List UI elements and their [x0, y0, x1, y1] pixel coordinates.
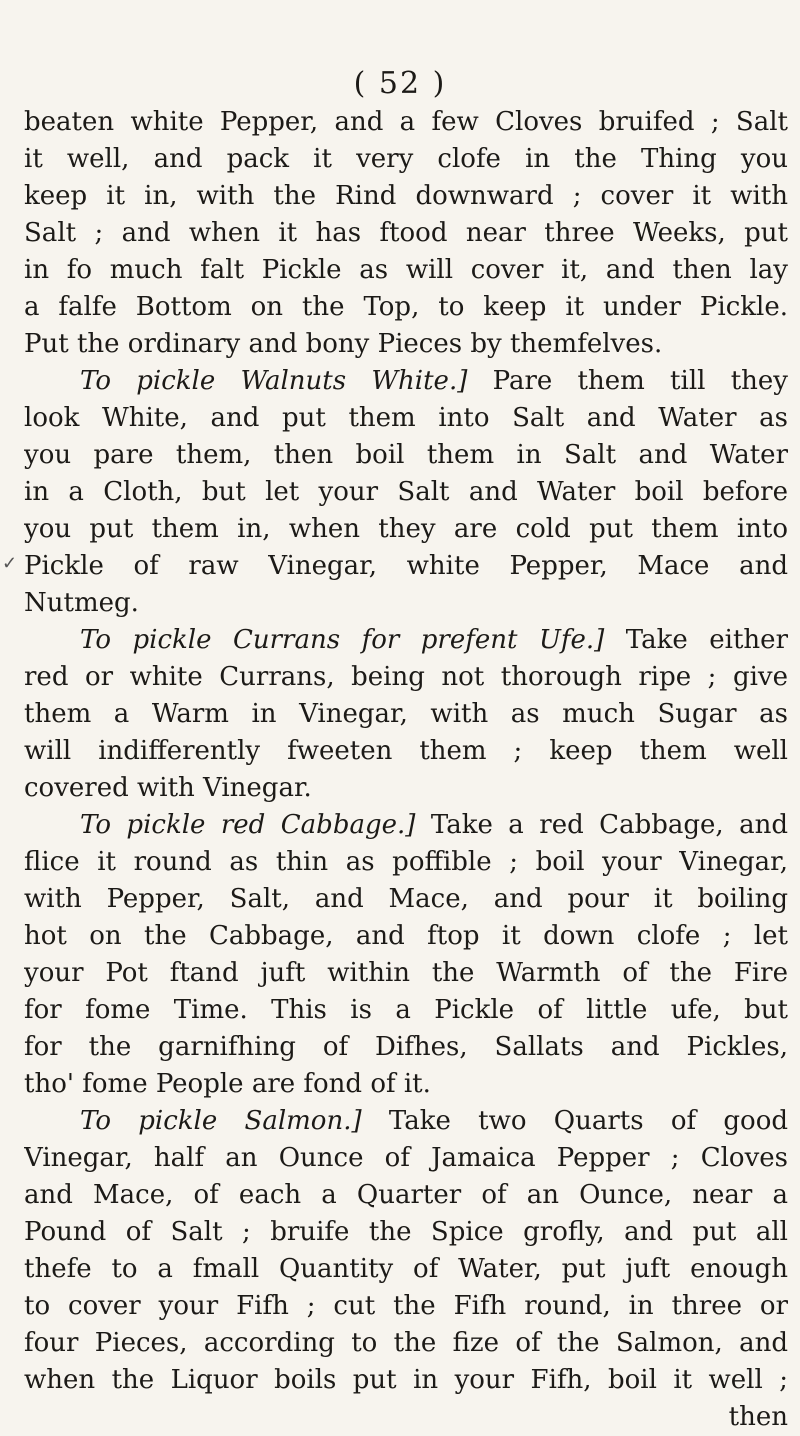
line-text: and Mace, of each a Quarter of an Ounce, near a	[24, 1180, 788, 1210]
line-text: you pare them, then boil them in Salt and Water	[24, 440, 788, 470]
text-line	[24, 474, 788, 511]
text-line	[24, 252, 788, 289]
text-line	[24, 585, 788, 622]
recipe-title: To pickle Walnuts White.]	[80, 366, 468, 396]
line-text: Pickle of raw Vinegar, white Pepper, Mace and	[24, 551, 788, 581]
text-line	[24, 1140, 788, 1177]
line-text: beaten white Pepper, and a few Cloves bruifed ; Salt	[24, 107, 788, 137]
text-line	[24, 437, 788, 474]
line-text: then	[728, 1402, 788, 1432]
line-text: Pare them till they	[467, 366, 788, 396]
line-text: four Pieces, according to the fize of the Salmon, and	[24, 1328, 788, 1358]
recipe-heading-line	[24, 1103, 788, 1140]
line-text: thefe to a fmall Quantity of Water, put juft enough	[24, 1254, 788, 1284]
text-line	[24, 1288, 788, 1325]
line-text: when the Liquor boils put in your Fifh, boil it well ;	[24, 1365, 788, 1395]
text-line	[24, 1066, 788, 1103]
text-line	[24, 881, 788, 918]
text-line	[24, 215, 788, 252]
line-text: Put the ordinary and bony Pieces by themfelves.	[24, 329, 663, 359]
line-text: Take two Quarts of good	[361, 1106, 788, 1136]
text-line	[24, 733, 788, 770]
text-line	[24, 104, 788, 141]
recipe-title: To pickle Currans for prefent Ufe.]	[80, 625, 605, 655]
line-text: flice it round as thin as poffible ; boil your Vinegar,	[24, 847, 788, 877]
line-text: for fome Time. This is a Pickle of little ufe, but	[24, 995, 788, 1025]
line-text: look White, and put them into Salt and Water as	[24, 403, 788, 433]
text-line	[24, 696, 788, 733]
text-line	[24, 1214, 788, 1251]
text-line	[24, 1251, 788, 1288]
line-text: your Pot ftand juft within the Warmth of the Fire	[24, 958, 788, 988]
margin-mark: ✓	[2, 553, 18, 574]
line-text: with Pepper, Salt, and Mace, and pour it boiling	[24, 884, 788, 914]
recipe-heading-line	[24, 622, 788, 659]
text-line	[24, 178, 788, 215]
line-text: keep it in, with the Rind downward ; cover it with	[24, 181, 788, 211]
text-line	[24, 918, 788, 955]
line-text: Take either	[604, 625, 788, 655]
line-text: it well, and pack it very clofe in the Thing you	[24, 144, 788, 174]
text-line	[24, 1399, 788, 1436]
line-text: for the garnifhing of Difhes, Sallats and Pickles,	[24, 1032, 788, 1062]
text-line	[24, 659, 788, 696]
text-line	[24, 400, 788, 437]
text-line	[24, 770, 788, 807]
line-text: Salt ; and when it has ftood near three Weeks, put	[24, 218, 788, 248]
recipe-title: To pickle Salmon.]	[80, 1106, 362, 1136]
text-line	[24, 1325, 788, 1362]
recipe-title: To pickle red Cabbage.]	[80, 810, 416, 840]
text-line	[24, 141, 788, 178]
line-text: you put them in, when they are cold put them into	[24, 514, 788, 544]
line-text: a falfe Bottom on the Top, to keep it under Pickle.	[24, 292, 788, 322]
text-line	[24, 844, 788, 881]
line-text: hot on the Cabbage, and ftop it down clofe ; let	[24, 921, 788, 951]
line-text: red or white Currans, being not thorough ripe ; give	[24, 662, 788, 692]
line-text: in fo much falt Pickle as will cover it, and then lay	[24, 255, 788, 285]
line-text: Nutmeg.	[24, 588, 139, 618]
text-line	[24, 955, 788, 992]
line-text: Take a red Cabbage, and	[415, 810, 788, 840]
line-text: covered with Vinegar.	[24, 773, 312, 803]
text-line	[24, 992, 788, 1029]
recipe-heading-line	[24, 807, 788, 844]
body-text	[24, 104, 788, 1436]
line-text: them a Warm in Vinegar, with as much Sugar as	[24, 699, 788, 729]
recipe-heading-line	[24, 363, 788, 400]
line-text: Pound of Salt ; bruife the Spice grofly, and put all	[24, 1217, 788, 1247]
line-text: Vinegar, half an Ounce of Jamaica Pepper ; Cloves	[24, 1143, 788, 1173]
text-line	[24, 326, 788, 363]
text-line	[24, 548, 788, 585]
line-text: to cover your Fifh ; cut the Fifh round, in three or	[24, 1291, 788, 1321]
line-text: will indifferently fweeten them ; keep them well	[24, 736, 788, 766]
text-line	[24, 1029, 788, 1066]
text-line	[24, 289, 788, 326]
page-number: ( 52 )	[353, 66, 447, 101]
line-text: in a Cloth, but let your Salt and Water boil before	[24, 477, 788, 507]
text-line	[24, 1362, 788, 1399]
text-line	[24, 511, 788, 548]
text-line	[24, 1177, 788, 1214]
line-text: tho' fome People are fond of it.	[24, 1069, 431, 1099]
